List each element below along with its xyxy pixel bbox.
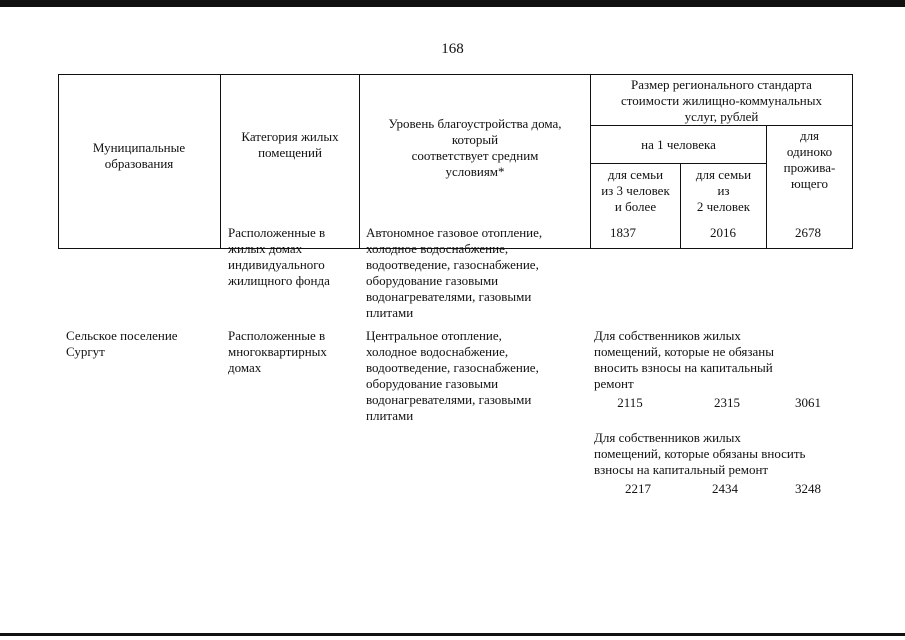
top-border bbox=[0, 0, 905, 7]
row2-level: Центральное отопление, холодное водоснабжение, водоотведение, газоснабжение, оборудование газовыми водонагревателями, газовыми плитами bbox=[366, 328, 539, 423]
municipality-name: Сельское поселение Сургут bbox=[66, 328, 178, 359]
row2-value2-single: 3248 bbox=[795, 481, 821, 496]
header-category: Категория жилых помещений bbox=[241, 129, 339, 160]
row1-category: Расположенные в жилых домах индивидуального жилищного фонда bbox=[228, 225, 330, 288]
header-municipality: Муниципальные образования bbox=[92, 140, 186, 171]
bottom-border bbox=[0, 633, 905, 636]
row2-value1-single: 3061 bbox=[795, 395, 821, 410]
row1-value-family2: 2016 bbox=[710, 225, 736, 240]
header-per-person: на 1 человека bbox=[641, 137, 716, 152]
row1-value-family3: 1837 bbox=[610, 225, 636, 240]
row2-note-no-capital-repair: Для собственников жилых помещений, которые не обязаны вносить взносы на капитальный ремонт bbox=[594, 328, 774, 391]
row2-value2-family3: 2217 bbox=[625, 481, 651, 496]
header-standard-title: Размер регионального стандарта стоимости жилищно-коммунальных услуг, рублей bbox=[621, 77, 822, 124]
header-level: Уровень благоустройства дома, который соответствует средним условиям* bbox=[388, 116, 562, 179]
row1-level: Автономное газовое отопление, холодное водоснабжение, водоотведение, газоснабжение, оборудование газовыми водонагревателями, газовыми плитами bbox=[366, 225, 543, 320]
row1-value-single: 2678 bbox=[795, 225, 821, 240]
page-number: 168 bbox=[441, 41, 464, 57]
header-family3: для семьи из 3 человек и более bbox=[601, 167, 670, 214]
row2-value2-family2: 2434 bbox=[712, 481, 738, 496]
row2-value1-family3: 2115 bbox=[617, 395, 643, 410]
row2-category: Расположенные в многоквартирных домах bbox=[228, 328, 327, 375]
row2-value1-family2: 2315 bbox=[714, 395, 740, 410]
header-family2: для семьи из 2 человек bbox=[695, 167, 752, 214]
header-single: для одиноко прожива- ющего bbox=[783, 128, 836, 191]
row2-note-capital-repair: Для собственников жилых помещений, которые обязаны вносить взносы на капитальный ремонт bbox=[594, 430, 806, 477]
